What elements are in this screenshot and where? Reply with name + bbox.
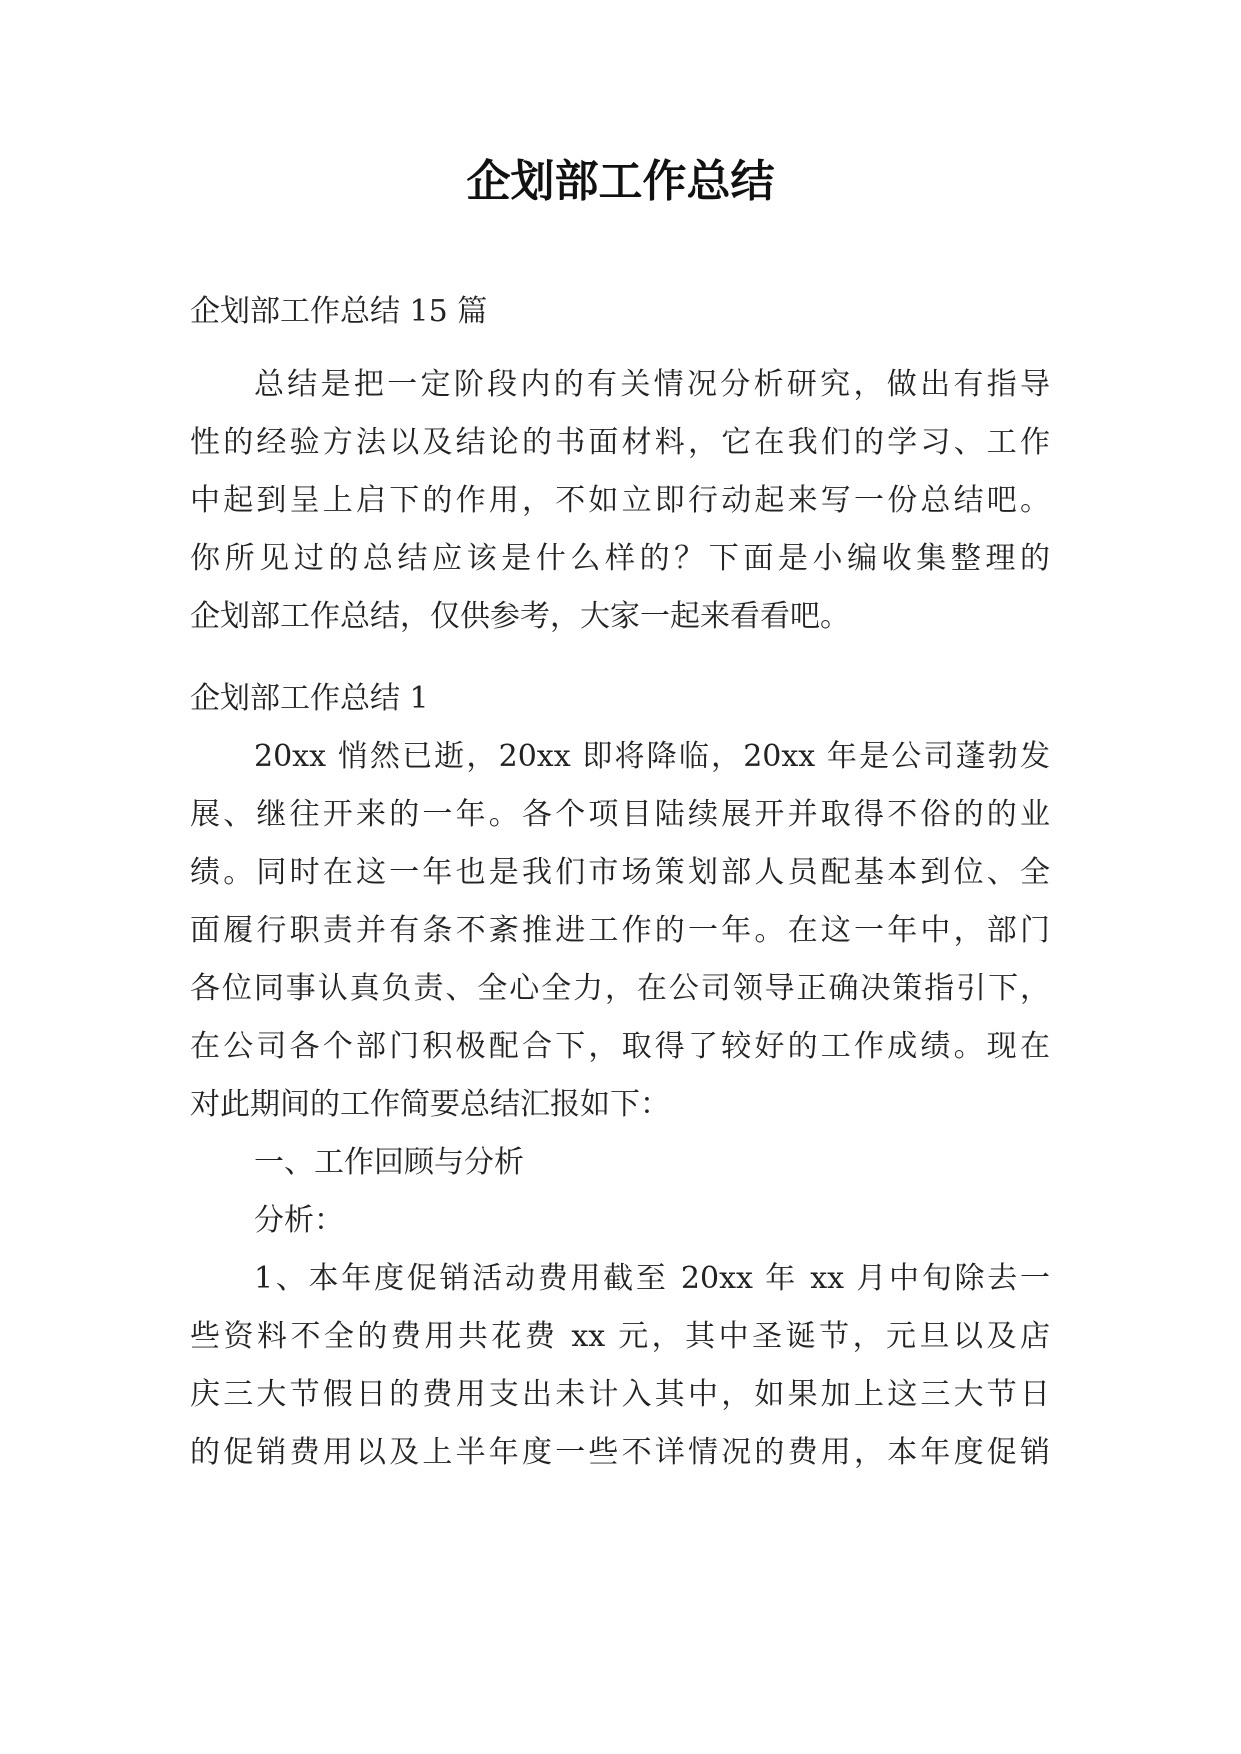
item-line: 1、本年度促销活动费用截至 20xx 年 xx 月中旬除去一: [254, 1261, 1050, 1296]
review-heading: 一、工作回顾与分析: [254, 1145, 524, 1180]
intro-line: 企划部工作总结，仅供参考，大家一起来看看吧。: [190, 599, 850, 634]
document-title: 企划部工作总结: [466, 156, 775, 207]
item-line: 庆三大节假日的费用支出未计入其中，如果加上这三大节日: [190, 1377, 1050, 1412]
item-line: 些资料不全的费用共花费 xx 元，其中圣诞节，元旦以及店: [190, 1319, 1050, 1354]
intro-paragraph: [190, 356, 1050, 646]
intro-line: 你所见过的总结应该是什么样的？下面是小编收集整理的: [190, 541, 1050, 576]
section-line: 面履行职责并有条不紊推进工作的一年。在这一年中，部门: [190, 913, 1050, 948]
intro-line: 总结是把一定阶段内的有关情况分析研究，做出有指导: [254, 367, 1050, 402]
document-subtitle: 企划部工作总结 15 篇: [190, 294, 488, 329]
analysis-label: 分析：: [254, 1203, 344, 1238]
section-line: 各位同事认真负责、全心全力，在公司领导正确决策指引下，: [190, 971, 1050, 1006]
section-line: 在公司各个部门积极配合下，取得了较好的工作成绩。现在: [190, 1029, 1050, 1064]
item-line: 的促销费用以及上半年度一些不详情况的费用，本年度促销: [190, 1435, 1050, 1470]
section-heading: 企划部工作总结 1: [190, 681, 429, 716]
intro-line: 性的经验方法以及结论的书面材料，它在我们的学习、工作: [190, 425, 1050, 460]
section-line: 展、继往开来的一年。各个项目陆续展开并取得不俗的的业: [190, 797, 1050, 832]
section-line: 绩。同时在这一年也是我们市场策划部人员配基本到位、全: [190, 855, 1050, 890]
intro-line: 中起到呈上启下的作用，不如立即行动起来写一份总结吧。: [190, 483, 1050, 518]
section-line: 对此期间的工作简要总结汇报如下：: [190, 1087, 670, 1122]
section-line: 20xx 悄然已逝，20xx 即将降临，20xx 年是公司蓬勃发: [254, 739, 1050, 774]
section-1: [190, 670, 1050, 1482]
